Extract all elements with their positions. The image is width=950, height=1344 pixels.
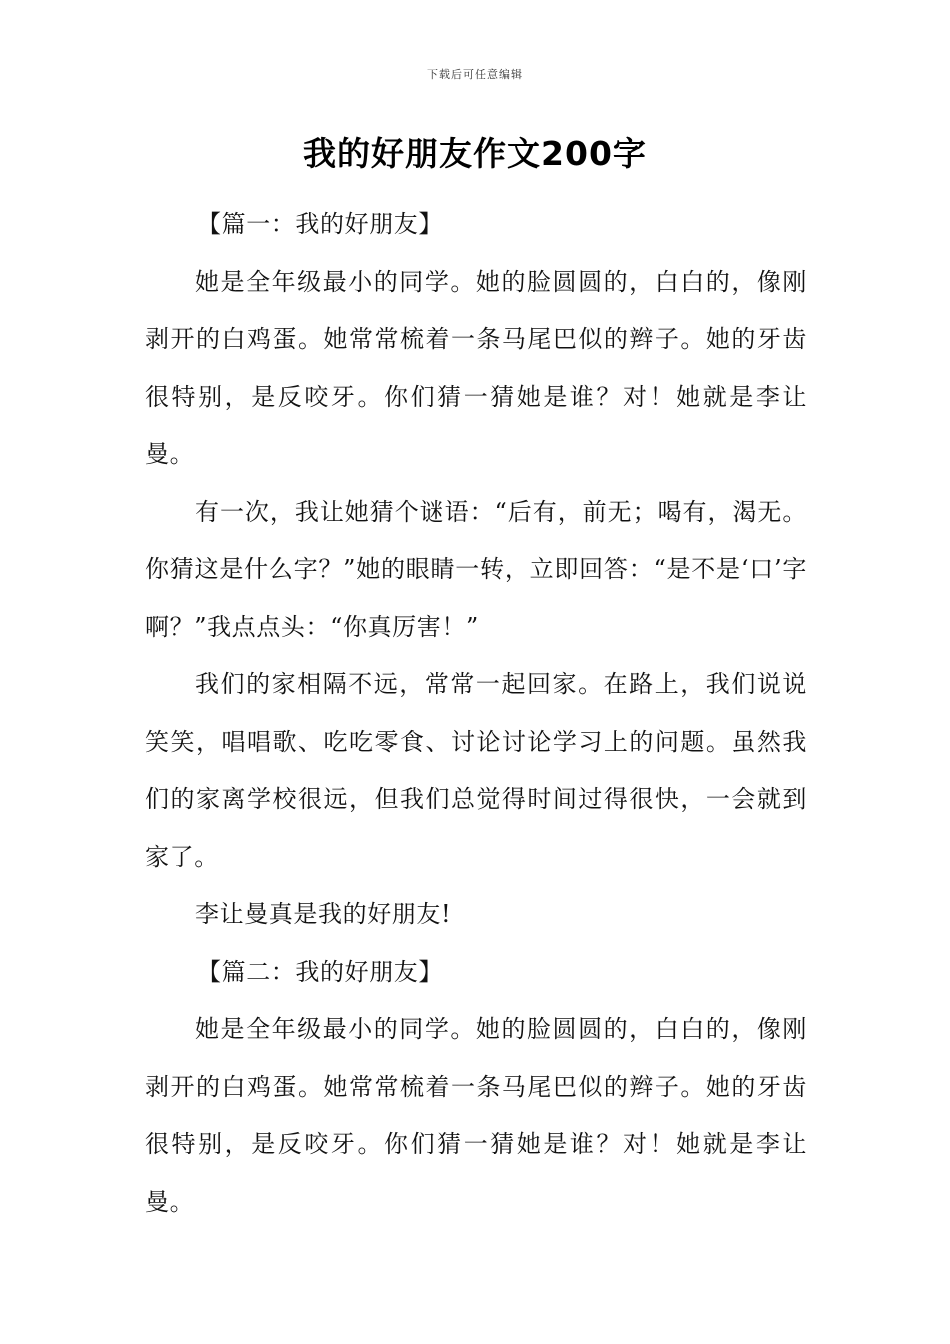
document-title: 我的好朋友作文200字 [303, 134, 647, 173]
document-body [145, 196, 807, 1231]
paragraph: 我们的家相隔不远，常常一起回家。在路上，我们说说笑笑，唱唱歌、吃吃零食、讨论讨论学习上的问题。虽然我们的家离学校很远，但我们总觉得时间过得很快，一会就到家了。 [145, 670, 807, 871]
section-heading-2: 【篇二：我的好朋友】 [197, 957, 443, 986]
header-note: 下载后可任意编辑 [427, 68, 523, 81]
paragraph: 她是全年级最小的同学。她的脸圆圆的，白白的，像刚剥开的白鸡蛋。她常常梳着一条马尾巴似的辫子。她的牙齿很特别，是反咬牙。你们猜一猜她是谁？对！她就是李让曼。 [145, 1015, 807, 1216]
paragraph: 李让曼真是我的好朋友! [195, 900, 452, 928]
section-heading-1: 【篇一：我的好朋友】 [197, 210, 443, 238]
paragraph: 她是全年级最小的同学。她的脸圆圆的，白白的，像刚剥开的白鸡蛋。她常常梳着一条马尾巴似的辫子。她的牙齿很特别，是反咬牙。你们猜一猜她是谁？对！她就是李让曼。 [145, 267, 807, 468]
paragraph: 有一次，我让她猜个谜语：“后有，前无；喝有，渴无。你猜这是什么字？”她的眼睛一转，立即回答：“是不是‘口’字啊？”我点点头：“你真厉害！” [145, 497, 807, 641]
